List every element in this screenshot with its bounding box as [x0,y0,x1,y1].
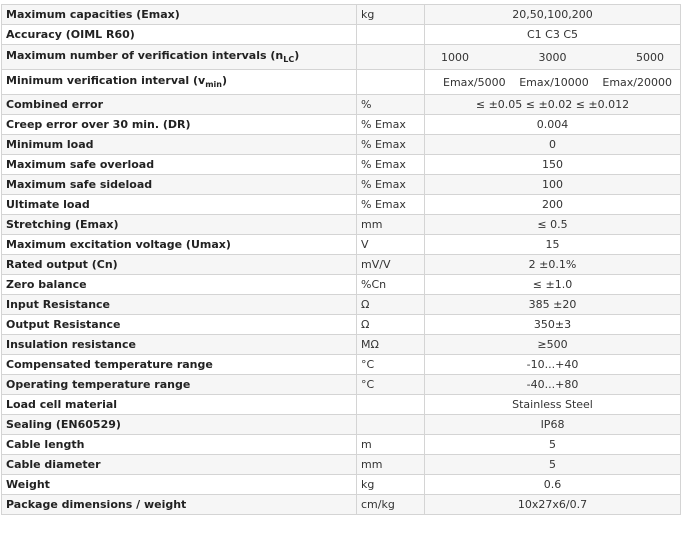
value-cell: 20,50,100,200 [425,5,681,25]
table-row [2,315,681,335]
unit-label: mm [357,215,425,235]
value-cell: 385 ±20 [425,295,681,315]
unit-label: kg [357,5,425,25]
param-label: Maximum capacities (Emax) [2,5,357,25]
table-row [2,25,681,45]
value-cell: 10x27x6/0.7 [425,495,681,515]
value-cell: 0.6 [425,475,681,495]
param-label: Maximum safe overload [2,155,357,175]
value-cell: 200 [425,195,681,215]
table-row [2,45,681,70]
table-row [2,215,681,235]
value-cell: 100 [425,175,681,195]
param-label-prefix: Minimum verification interval ( [6,74,199,88]
param-label: Output Resistance [2,315,357,335]
param-label: Maximum safe sideload [2,175,357,195]
unit-label: % Emax [357,155,425,175]
value-cell: Stainless Steel [425,395,681,415]
table-row [2,235,681,255]
value-cell: 0 [425,135,681,155]
table-row [2,435,681,455]
table-row [2,495,681,515]
value-cell: 2 ±0.1% [425,255,681,275]
value-c3: Emax/10000 [519,75,589,89]
table-row [2,135,681,155]
table-row [2,195,681,215]
param-label-suffix: ) [294,49,300,63]
table-row [2,275,681,295]
value-cell: 5 [425,435,681,455]
param-label: Insulation resistance [2,335,357,355]
param-label: Cable length [2,435,357,455]
param-symbol: v [198,74,206,88]
param-label: Creep error over 30 min. (DR) [2,115,357,135]
value-cell: IP68 [425,415,681,435]
param-label: Ultimate load [2,195,357,215]
unit-label [357,415,425,435]
param-label: Input Resistance [2,295,357,315]
unit-label: cm/kg [357,495,425,515]
param-label: Operating temperature range [2,375,357,395]
param-label: Maximum excitation voltage (Umax) [2,235,357,255]
unit-label: mm [357,455,425,475]
param-label: Accuracy (OIML R60) [2,25,357,45]
unit-label: %Cn [357,275,425,295]
unit-label [357,45,425,70]
value-cell: ≥500 [425,335,681,355]
specifications-table [1,4,681,515]
table-row [2,455,681,475]
value-cell: -10...+40 [425,355,681,375]
table-row [2,155,681,175]
param-label: Cable diameter [2,455,357,475]
table-row [2,115,681,135]
value-c3: 3000 [538,50,567,64]
unit-label: Ω [357,295,425,315]
param-label: Load cell material [2,395,357,415]
unit-label: Ω [357,315,425,335]
table-row [2,95,681,115]
param-label: Stretching (Emax) [2,215,357,235]
table-row [2,70,681,95]
table-row [2,415,681,435]
value-c1: Emax/5000 [443,75,506,89]
unit-label: m [357,435,425,455]
value-c5: Emax/20000 [602,75,672,89]
table-row [2,5,681,25]
param-label: Minimum load [2,135,357,155]
table-row [2,335,681,355]
value-cell: 0.004 [425,115,681,135]
table-row [2,395,681,415]
param-label-prefix: Maximum number of verification intervals ( [6,49,276,63]
param-label: Package dimensions / weight [2,495,357,515]
param-subscript: min [205,80,222,90]
value-c1: 1000 [441,50,469,64]
param-label: Compensated temperature range [2,355,357,375]
unit-label: °C [357,355,425,375]
value-cell [425,70,681,95]
value-cell: -40...+80 [425,375,681,395]
unit-label [357,395,425,415]
value-cell: ≤ ±0.05 ≤ ±0.02 ≤ ±0.012 [425,95,681,115]
unit-label: % [357,95,425,115]
param-label: Combined error [2,95,357,115]
table-row [2,175,681,195]
param-label: Weight [2,475,357,495]
unit-label: mV/V [357,255,425,275]
param-label: Zero balance [2,275,357,295]
unit-label: V [357,235,425,255]
value-cell: ≤ 0.5 [425,215,681,235]
table-row [2,255,681,275]
value-c5: 5000 [636,50,664,64]
param-subscript: LC [283,55,295,65]
param-label-suffix: ) [222,74,228,88]
param-label: Sealing (EN60529) [2,415,357,435]
table-row [2,375,681,395]
unit-label [357,70,425,95]
table-row [2,295,681,315]
value-cell: 150 [425,155,681,175]
value-cell: 350±3 [425,315,681,335]
unit-label: °C [357,375,425,395]
unit-label: % Emax [357,175,425,195]
value-cell: ≤ ±1.0 [425,275,681,295]
param-symbol: n [275,49,284,63]
value-cell: 15 [425,235,681,255]
unit-label: % Emax [357,195,425,215]
unit-label: kg [357,475,425,495]
value-cell: 5 [425,455,681,475]
param-label [2,70,357,95]
unit-label: % Emax [357,135,425,155]
unit-label: % Emax [357,115,425,135]
table-row [2,355,681,375]
table-row [2,475,681,495]
value-cell: C1 C3 C5 [425,25,681,45]
value-cell [425,45,681,70]
param-label [2,45,357,70]
param-label: Rated output (Cn) [2,255,357,275]
unit-label [357,25,425,45]
unit-label: MΩ [357,335,425,355]
